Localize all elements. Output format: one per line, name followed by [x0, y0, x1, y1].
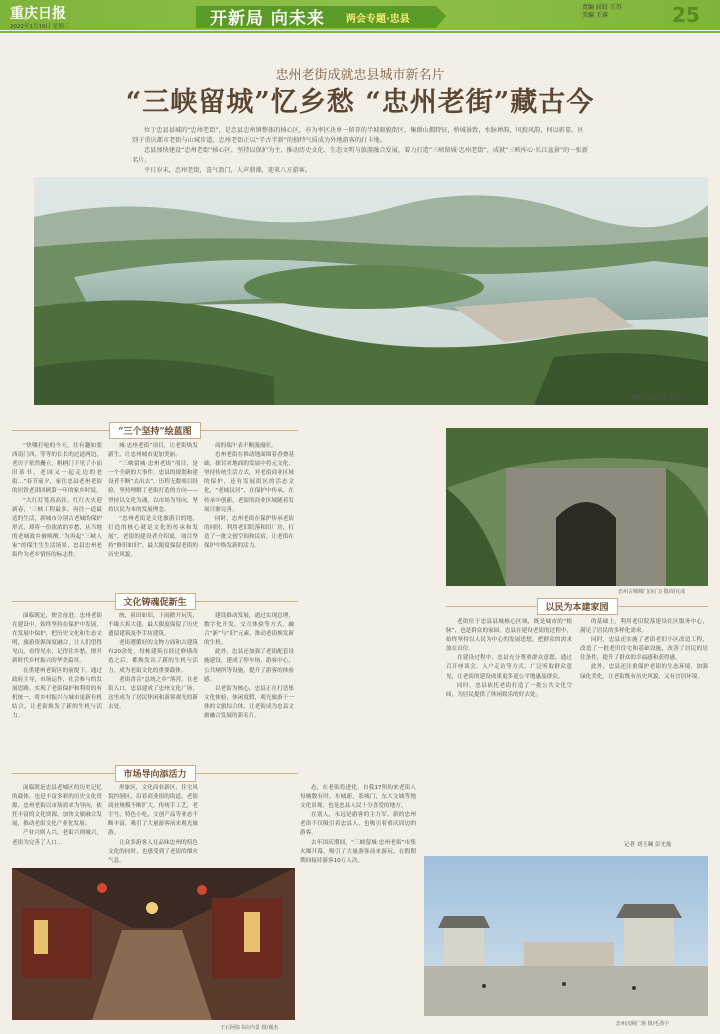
kicker-main: 开新局 向未来 — [210, 9, 325, 29]
paragraph: 让众多游客人在品味忠州的特色文化的同时，也感受到了老街的烟火气息。 — [108, 839, 198, 864]
text-column — [580, 618, 708, 834]
text-column — [204, 612, 294, 747]
paragraph: 城·忠州老街”项目，让老街焕发新生，让忠州城市更加美丽。 — [108, 443, 198, 459]
kicker-sub: 两会专题·忠县 — [346, 14, 410, 25]
section-kicker — [196, 2, 446, 30]
section-title: “三个坚持”绘蓝图 — [109, 422, 200, 439]
intro-paragraph: 位于忠县县城的“忠州老街”，是忠县忠州镇整体的核心区，亦为率区块单一留存的半坡原貌街区，集群山拥特征，桥城景致，水脉禅韵，风貌风韵，何以彰显。区别于重庆都市老街与山城步道，忠州老街正以“半古半新”的独特气质成为外地游客的打卡地。 — [132, 127, 584, 144]
paragraph: 同时，忠州老街在保护传承老街的同时，利用老旧院落和旧厂房，打造了一批文创空间和民宿，让老街在保护中焕发新的活力。 — [204, 515, 294, 550]
section-heading-2 — [12, 594, 298, 608]
city-gate-photo — [446, 428, 708, 586]
masthead-logo: 重庆日报 — [10, 6, 66, 22]
big-photo-caption: 三峡库心 长江盆景 摄/余鸿 — [626, 395, 686, 401]
paragraph: 老街位于忠县县城核心区域，既是城市的“根脉”，也是群众的家园。忠县在建设老街的过程中，始终坚持以人民为中心的发展思想，把群众的需求放在首位。 — [446, 619, 572, 653]
section-heading-1 — [12, 423, 298, 437]
gate-square-caption: 忠州汉阙广场 摄/毛劲宇 — [616, 1021, 670, 1027]
paragraph: “大红灯笼高高挂，红红火火迎新春，‘三峡工程最多，再往一道最适的生活，新城市分别古老城的保护形式，却将一份浓浓的乡愁，从当地的老城故乡被唤醒。’为再起“三峡人家”的保生生生活场景，忠县忠州老街作为老乡情怀的标志性。 — [12, 497, 102, 559]
text-column — [12, 612, 102, 747]
paragraph: 面临既定，便会奋进。忠州老街在建设中，始终坚持在保护中发展，在发展中保护，把历史文化和生态文明，旅游资源深度融合，让人们望得见山，看得见水，记得住乡愁，擦开新时代乡村振兴的华美篇章。 — [12, 613, 102, 665]
paragraph: 去年国庆期间，“三峡留城·忠州老街”市集火爆开幕，吸引了大量游客前来游玩，在假期期间接待游客10万人次。 — [300, 839, 416, 864]
header-rule — [0, 31, 720, 33]
editor-credits — [582, 4, 622, 20]
page-header — [0, 0, 720, 40]
paragraph: 建设推动发展，通过实现总理，数字化开发，交互体验等方式，融合“新”与“旧”元素，推动老街焕发新的生机。 — [204, 613, 294, 647]
paragraph: 在别人，永远是游客的主力军。新的忠州老街不仅吸引着忠县人，也吸引着重庆周边的游客。 — [300, 812, 416, 837]
issue-date: 2022年1月19日 星期三 — [10, 24, 70, 30]
article-byline: 记者 刘玉珮 彭光灿 — [624, 842, 672, 848]
editor-line-1: 责编 屈姣 王苏 — [582, 4, 622, 11]
intro-paragraph: 忠县加快建设“忠州老街”核心区，坚持以保护为主，推动历史文化、生态文明与旅游融合发展，着力打造“三峡留城·忠州老街”，成就“三峡库心·长江盆景”的一张新名片。 — [132, 147, 588, 164]
paragraph: 以老街为核心，忠县正在打造集文化体验，休闲度假，观光旅游于一体的文旅综合体，让老街成为忠县文旅融合发展的新名片。 — [204, 685, 294, 720]
paragraph: 同时，忠县依托老街打造了一批公共文化空间，为居民提供了休闲娱乐的好去处。 — [446, 682, 572, 698]
gate-photo-caption: 忠州古城城门(东门) 摄/胡克成 — [618, 589, 686, 595]
section-title: 以民为本建家园 — [537, 598, 618, 615]
text-column — [108, 612, 198, 747]
paragraph: 老街遵循好的文物方面和古建筑有20余处，每栋建筑在经过修缮改造之后，都焕发出了新的生机与活力，成为老街文化的重要载体。 — [108, 640, 198, 674]
paragraph: 此外，忠县还注重保护老街的生态环境，加强绿化美化，让老街既有历史风貌，又有宜居环境。 — [580, 664, 708, 680]
han-gate-square-photo — [424, 856, 708, 1016]
text-column — [108, 442, 198, 570]
article-headline: “三峡留城”忆乡愁 “忠州老街”藏古今 — [125, 87, 595, 118]
paragraph: “快哪打枪的今天，往有趣如要西南门西，等等的长长的过道两边，老房子依然矗立，粗柄门下见了小而旧茶书，老园又一起走边的老街…”春节前夕，家住忠县老州老街的居铁老团回顾第一年的家乡时说。 — [12, 443, 102, 495]
intro-paragraph: 平日岁末，忠州老街，喜气盈门，人声鼎沸，迎来八方游客。 — [144, 167, 312, 174]
paragraph: 忠州老街在推动地面围着香叠基础，探讨对地面的发展中将元文化，坚持传统生活方式，对老街商业区域的保护，还有发展街区的活态文化，“老城民居”，在保护中传承，在传承中创新，老街的商业区域随着发展日渐完善。 — [204, 452, 294, 513]
section-title: 市场导向添活力 — [115, 765, 196, 782]
paragraph: 在建设过程中，忠县充分尊重群众意愿，通过召开座谈会，入户走访等方式，广泛听取群众意见，让老街的建设成果更多更公平地惠及群众。 — [446, 655, 572, 680]
section-heading-4 — [446, 599, 708, 613]
text-column — [12, 442, 102, 570]
section-title: 文化铸魂促新生 — [115, 593, 196, 610]
paragraph: “忠州老街是文化旅游目的地，打造的核心就是文化的传承和发展”，老街的建设者介绍说，项目坚持“修旧如旧”，最大限度保留老街的历史风貌。 — [108, 515, 198, 559]
editor-line-2: 美编 王睿 — [582, 12, 608, 19]
paragraph: 态，在老街将进化。自我17所的来老街人每辆数有时，东城新，茶城门，东大文城等地文化景观，也是忠县人民十分喜爱的地方。 — [300, 785, 416, 810]
article-intro — [132, 126, 588, 176]
street-photo-caption: 王石阿弥书店内景 摄/谢杰 — [220, 1025, 279, 1031]
river-aerial-photo — [34, 177, 708, 405]
page-number: 25 — [672, 3, 700, 27]
paragraph: 的基础上，利用老旧院落建设社区服务中心，满足了居民的多样化需求。 — [580, 619, 708, 635]
paragraph: 此外，忠县还加强了老街配套设施建设，建成了停车场，游客中心，公共厕所等设施，提升了游客的体验感。 — [204, 649, 294, 683]
text-column — [300, 784, 416, 1024]
street-scene-photo — [12, 868, 295, 1020]
text-column — [12, 784, 102, 864]
paragraph: 商的端午表不断漫漫旺。 — [215, 443, 277, 449]
article-subtitle: 忠州老街成就忠县城市新名片 — [275, 68, 445, 83]
paragraph: 在重建州老街区的前提下，通过政府主导，市场运作，社会参与的发展思路，实现了老街保护和利用的有机统一，将乡村振兴与城市更新有机结合，让老街焕发了新的生机与活力。 — [12, 667, 102, 720]
paragraph: 统，祖田如旧，下雨掀开玩笑，不缘大拆大建，最大限度保留了历史遗留建筑及李手坊建筑。 — [108, 613, 198, 638]
section-heading-3 — [12, 766, 298, 780]
paragraph: 老街香音“总统之乡”落营，在老街入口，忠县建成了忠州文化广场，这里成为了居民休闲和游客观光的新去处。 — [108, 676, 198, 710]
paragraph: 产业兴则人兴，老街兴则城兴，老街为完善了人口… — [12, 830, 102, 846]
paragraph: “三峡留城·忠州老街”项目，是一个全新的大事件，忠县的规划和建设者不断“去出去”，历程无数项目经验，坚持理解了老街打造的方向——坚持以文化为魂，以市场为导向，坚持以民为本的发展理念。 — [108, 461, 198, 513]
text-column — [108, 784, 198, 864]
text-column — [446, 618, 572, 834]
paragraph: 形象区，文化商业新区，住宅风貌控制区，沿着商业街的街道，老街商业规模不断扩大，传统手工艺，老字号，特色小吃，文创产品等业态不断丰富，吸引了大量游客前来观光旅游。 — [108, 785, 198, 837]
paragraph: 同时，忠县还实施了老街老旧小区改造工程，改造了一批老旧住宅和基础设施，改善了居民的居住条件，提升了群众的幸福感和获得感。 — [580, 637, 708, 662]
text-column — [204, 442, 294, 570]
paragraph: 面临既是忠县老城区的历史记忆的载体，也是丰富多彩的历史文化资源，忠州老街以市场需求为导向，依托丰富的文化资源，加快文旅融合发展，推动老街文化产业化发展。 — [12, 785, 102, 828]
